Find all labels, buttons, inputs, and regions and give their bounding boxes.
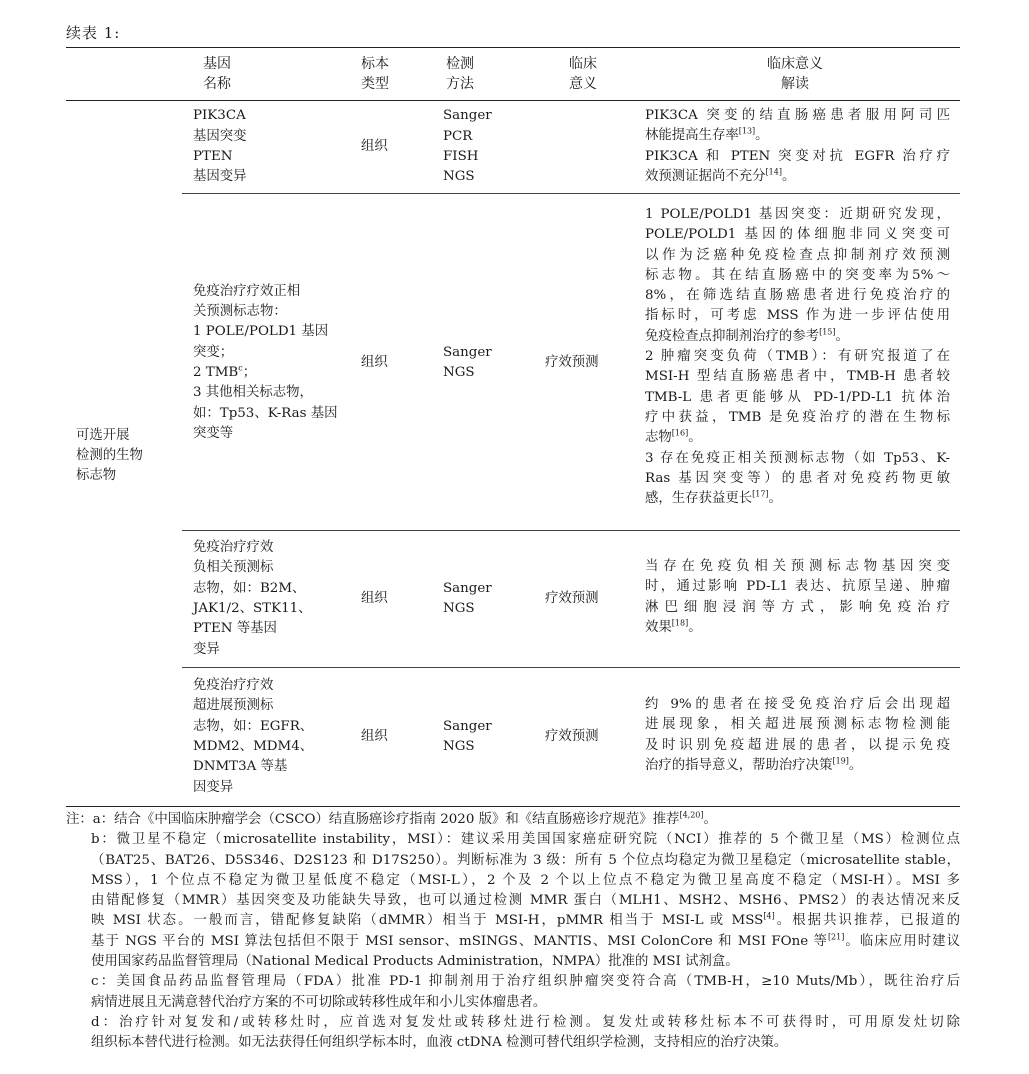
method-line: NGS bbox=[443, 169, 475, 185]
gene-line: 1 POLE/POLD1 基因 bbox=[193, 324, 329, 340]
method-line: Sanger bbox=[443, 718, 492, 734]
significance-value: 疗效预测 bbox=[545, 728, 599, 744]
row2-gene bbox=[193, 536, 343, 662]
header-sample-line: 标本 bbox=[361, 56, 389, 72]
row2-method bbox=[443, 536, 523, 662]
interp-line: 感，生存获益更长[17]。 bbox=[645, 489, 782, 507]
interp-line: 效果[18]。 bbox=[645, 618, 702, 635]
note-line: 使用国家药品监督管理局（National Medical Products Administration，NMPA）批准的 MSI 试剂盒。 bbox=[91, 954, 739, 970]
row1-significance bbox=[545, 198, 625, 528]
table-bottom-rule bbox=[66, 806, 960, 807]
interp-line: 标志物。其在结直肠癌中的突变率为5%～ bbox=[645, 267, 950, 283]
method-line: Sanger bbox=[443, 108, 492, 124]
note-line: b：微卫星不稳定（microsatellite instability，MSI）：建议采用美国国家癌症研究院（NCI）推荐的 5 个微卫星（MS）检测位点 bbox=[91, 832, 960, 848]
sample-value: 组织 bbox=[361, 590, 388, 606]
gene-line: 免疫治疗疗效 bbox=[193, 678, 274, 694]
row-divider bbox=[182, 193, 960, 194]
method-line: PCR bbox=[443, 128, 473, 144]
citation: [15] bbox=[819, 327, 836, 337]
row3-significance bbox=[545, 674, 625, 800]
row2-interpretation bbox=[645, 557, 950, 638]
continued-label: 续表 1: bbox=[66, 24, 121, 42]
gene-line: JAK1/2、STK11、 bbox=[193, 601, 312, 616]
interp-line: 进展现象，相关超进展预测标志物检测能 bbox=[645, 717, 950, 733]
row1-method bbox=[443, 198, 523, 528]
header-interpretation-line: 临床意义 bbox=[767, 56, 823, 72]
citation: [4] bbox=[763, 912, 775, 922]
interp-line: 林能提高生存率[13]。 bbox=[645, 126, 769, 144]
method-line: NGS bbox=[443, 601, 475, 616]
interp-line: PIK3CA 和 PTEN 突变对抗 EGFR 治疗疗 bbox=[645, 148, 950, 164]
header-significance-line: 临床 bbox=[569, 56, 597, 72]
header-interpretation-line: 解读 bbox=[781, 76, 809, 92]
sample-value: 组织 bbox=[361, 728, 388, 744]
note-line: 组织标本替代进行检测。如无法获得任何组织学标本时，血液 ctDNA 检测可替代组织学检测，支持相应的治疗决策。 bbox=[91, 1035, 788, 1051]
interp-line: 时，通过影响 PD-L1 表达、抗原呈递、肿瘤 bbox=[645, 579, 950, 595]
method-line: NGS bbox=[443, 739, 475, 754]
citation: [18] bbox=[671, 618, 689, 628]
interp-line: 及时识别免疫超进展的患者，以提示免疫 bbox=[645, 737, 950, 753]
note-line: d：治疗针对复发和/或转移灶时，应首选对复发灶或转移灶进行检测。复发灶或转移灶标本不可获得时，可用原发灶切除 bbox=[91, 1014, 960, 1030]
header-method-line: 检测 bbox=[446, 56, 474, 72]
interp-line: 志物[16]。 bbox=[645, 428, 702, 446]
interp-line: 指标时，可考虑 MSS 作为进一步评估使用 bbox=[645, 308, 950, 324]
row1-sample bbox=[361, 198, 421, 528]
interp-line: 淋巴细胞浸润等方式，影响免疫治疗 bbox=[645, 599, 950, 615]
category-line: 检测的生物 bbox=[76, 447, 143, 463]
note-line: （BAT25、BAT26、D5S346、D2S123 和 D17S250）。判断标准为 3 级：所有 5 个位点均稳定为微卫星稳定（microsatellite stable， bbox=[91, 852, 960, 868]
significance-value: 疗效预测 bbox=[545, 354, 599, 370]
gene-line: 负相关预测标 bbox=[193, 560, 274, 576]
interp-line: 当存在免疫负相关预测标志物基因突变 bbox=[645, 559, 950, 574]
row3-method bbox=[443, 674, 523, 800]
method-line: Sanger bbox=[443, 344, 492, 360]
note-line: 由错配修复（MMR）基因突变及功能缺失导致，也可以通过检测 MMR 蛋白（MLH1、MSH2、MSH6、PMS2）的表达情况来反 bbox=[91, 893, 960, 909]
gene-line: 如：Tp53、K-Ras 基因 bbox=[193, 405, 338, 421]
gene-line: 免疫治疗疗效正相 bbox=[193, 283, 301, 299]
gene-line: 基因变异 bbox=[193, 169, 247, 185]
header-gene-line: 名称 bbox=[203, 76, 231, 92]
interp-line: 8%，在筛选结直肠癌患者进行免疫治疗的 bbox=[645, 288, 950, 304]
interp-line: 免疫检查点抑制剂治疗的参考[15]。 bbox=[645, 327, 849, 344]
gene-line: MDM2、MDM4、 bbox=[193, 739, 314, 754]
header-interpretation bbox=[740, 54, 850, 94]
header-method bbox=[430, 54, 490, 94]
gene-line: 突变等 bbox=[193, 425, 234, 441]
row-divider bbox=[182, 530, 960, 531]
interp-line: 治疗的指导意义，帮助治疗决策[19]。 bbox=[645, 756, 863, 773]
row0-sample bbox=[361, 106, 421, 188]
category-label bbox=[76, 425, 180, 487]
header-gene bbox=[182, 54, 252, 94]
interp-line: 效预测证据尚不充分[14]。 bbox=[645, 167, 796, 184]
header-bottom-rule bbox=[66, 100, 960, 101]
gene-line: 超进展预测标 bbox=[193, 698, 274, 714]
significance-value: 疗效预测 bbox=[545, 590, 599, 606]
header-sample bbox=[345, 54, 405, 94]
citation: [17] bbox=[752, 489, 769, 499]
note-line: 映 MSI 状态。一般而言，错配修复缺陷（dMMR）相当于 MSI-H，pMMR 相当于 MSI-L 或 MSS[4]。根据共识推荐，已报道的 bbox=[91, 912, 961, 929]
citation: [21] bbox=[827, 932, 845, 942]
citation: [14] bbox=[765, 167, 782, 177]
row3-interpretation bbox=[645, 695, 950, 776]
header-sample-line: 类型 bbox=[361, 76, 389, 92]
gene-line: 变异 bbox=[193, 641, 220, 657]
gene-line: 因变异 bbox=[193, 779, 234, 795]
gene-line: 关预测标志物： bbox=[193, 304, 287, 320]
row3-gene bbox=[193, 674, 343, 800]
gene-line: 基因突变 bbox=[193, 128, 247, 144]
gene-line: 2 TMB$^c$； bbox=[193, 363, 257, 380]
interp-line: 3 存在免疫正相关预测标志物（如 Tp53、K- bbox=[645, 450, 950, 466]
footnote-marker: c bbox=[238, 363, 243, 373]
interp-line: MSI-H 型结直肠癌患者中，TMB-H 患者较 bbox=[645, 369, 950, 385]
interp-line: 1 POLE/POLD1 基因突变：近期研究发现， bbox=[645, 207, 950, 222]
interp-line: Ras 基因突变等）的患者对免疫药物更敏 bbox=[645, 470, 950, 486]
header-gene-line: 基因 bbox=[203, 56, 231, 72]
header-method-line: 方法 bbox=[446, 76, 474, 92]
interp-line: POLE/POLD1 基因的体细胞非同义突变可 bbox=[645, 227, 950, 243]
row0-interpretation bbox=[645, 106, 950, 187]
table-top-rule bbox=[66, 47, 960, 48]
category-line: 标志物 bbox=[76, 468, 117, 484]
row1-gene bbox=[193, 198, 343, 528]
category-line: 可选开展 bbox=[76, 427, 130, 443]
interp-line: TMB-L 患者更能够从 PD-1/PD-L1 抗体治 bbox=[645, 389, 950, 405]
row1-interpretation bbox=[645, 205, 950, 509]
interp-line: PIK3CA 突变的结直肠癌患者服用阿司匹 bbox=[645, 108, 950, 123]
note-line: MSS），1 个位点不稳定为微卫星低度不稳定（MSI-L），2 个及 2 个以上位点不稳定为微卫星高度不稳定（MSI-H）。MSI 多 bbox=[91, 872, 960, 888]
row2-sample bbox=[361, 536, 421, 662]
gene-line: 志物，如：EGFR、 bbox=[193, 718, 314, 734]
gene-line: 3 其他相关标志物， bbox=[193, 385, 313, 401]
interp-line: 2 肿瘤突变负荷（TMB）：有研究报道了在 bbox=[645, 349, 950, 365]
row0-method bbox=[443, 106, 523, 188]
gene-line: PTEN bbox=[193, 149, 233, 164]
note-line: c：美国食品药品监督管理局（FDA）批准 PD-1 抑制剂用于治疗组织肿瘤突变符合高（TMB-H，≥10 Muts/Mb），既往治疗后 bbox=[91, 974, 960, 990]
citation: [13] bbox=[738, 126, 756, 136]
note-line: 注：a：结合《中国临床肿瘤学会（CSCO）结直肠癌诊疗指南 2020 版》和《结直肠癌诊疗规范》推荐[4,20]。 bbox=[66, 810, 717, 827]
row0-gene bbox=[193, 106, 343, 188]
gene-line: PTEN 等基因 bbox=[193, 621, 277, 637]
gene-line: 免疫治疗疗效 bbox=[193, 540, 274, 556]
note-line: 病情进展且无满意替代治疗方案的不可切除或转移性成年和小儿实体瘤患者。 bbox=[91, 994, 547, 1010]
citation: [16] bbox=[671, 428, 689, 438]
row3-sample bbox=[361, 674, 421, 800]
citation: [19] bbox=[832, 756, 849, 766]
gene-line: PIK3CA bbox=[193, 108, 246, 124]
header-significance bbox=[548, 54, 618, 94]
method-line: FISH bbox=[443, 149, 479, 164]
method-line: NGS bbox=[443, 365, 475, 380]
note-line: 基于 NGS 平台的 MSI 算法包括但不限于 MSI sensor、mSINGS、MANTIS、MSI ColonCore 和 MSI FOne 等[21]。临床应用时建议 bbox=[91, 932, 961, 949]
gene-line: DNMT3A 等基 bbox=[193, 759, 288, 775]
interp-line: 约 9%的患者在接受免疫治疗后会出现超 bbox=[645, 697, 950, 712]
method-line: Sanger bbox=[443, 580, 492, 596]
interp-line: 疗中获益，TMB 是免疫治疗的潜在生物标 bbox=[645, 409, 950, 425]
gene-line: 志物，如：B2M、 bbox=[193, 580, 306, 596]
sample-value: 组织 bbox=[361, 354, 388, 370]
citation: [4,20] bbox=[679, 810, 704, 820]
row2-significance bbox=[545, 536, 625, 662]
interp-line: 以作为泛癌种免疫检查点抑制剂疗效预测 bbox=[645, 247, 950, 263]
row-divider bbox=[182, 667, 960, 668]
table-notes bbox=[66, 810, 960, 1054]
header-significance-line: 意义 bbox=[569, 76, 597, 92]
gene-line: 突变； bbox=[193, 344, 234, 360]
sample-value: 组织 bbox=[361, 138, 388, 154]
